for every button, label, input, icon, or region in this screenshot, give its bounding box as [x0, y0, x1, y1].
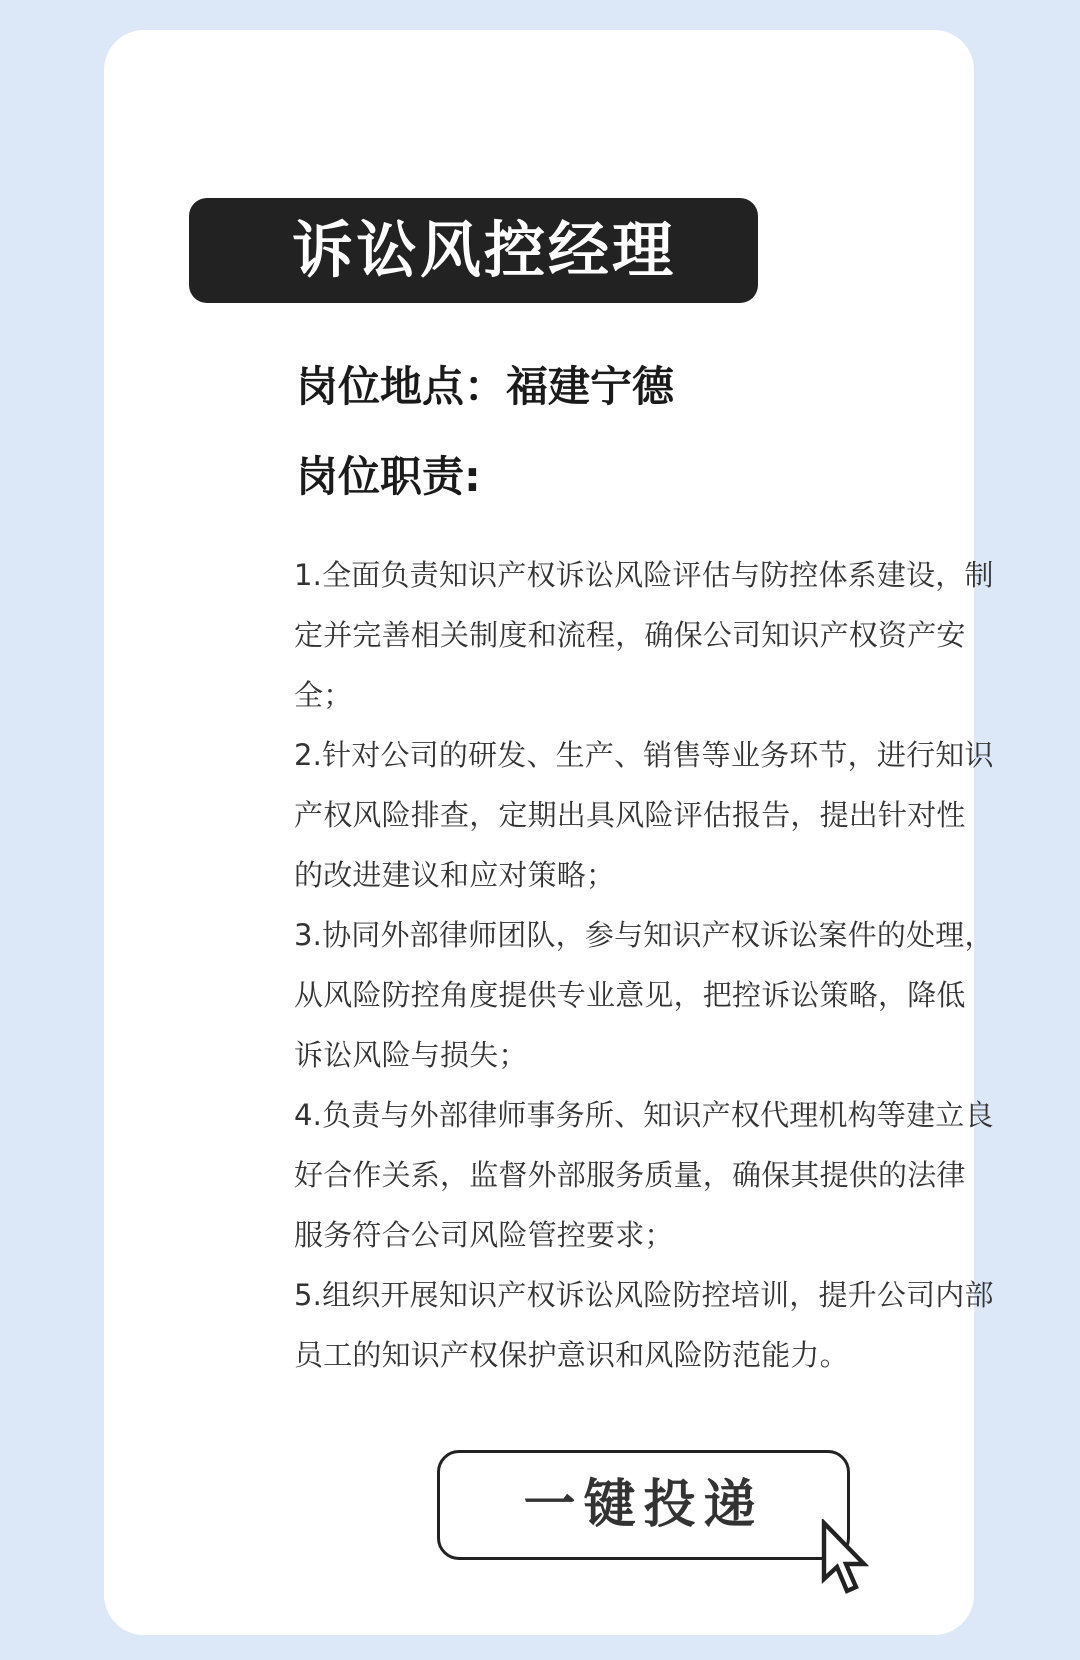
duty-item-1: 1.全面负责知识产权诉讼风险评估与防控体系建设，制定并完善相关制度和流程，确保公司知识产权资产安全；: [294, 558, 994, 712]
job-title-bar: [189, 198, 758, 303]
duty-item-2: 2.针对公司的研发、生产、销售等业务环节，进行知识产权风险排查，定期出具风险评估报告，提出针对性的改进建议和应对策略；: [294, 738, 994, 892]
job-title: 诉讼风控经理: [292, 215, 677, 286]
duties-list: [294, 545, 994, 1385]
duty-item-4: 4.负责与外部律师事务所、知识产权代理机构等建立良好合作关系，监督外部服务质量，确保其提供的法律服务符合公司风险管控要求；: [294, 1098, 994, 1252]
job-location: 岗位地点：福建宁德: [296, 362, 675, 411]
apply-button[interactable]: [437, 1450, 850, 1560]
duty-item-3: 3.协同外部律师团队，参与知识产权诉讼案件的处理，从风险防控角度提供专业意见，把控诉讼策略，降低诉讼风险与损失；: [294, 918, 994, 1072]
duty-item-5: 5.组织开展知识产权诉讼风险防控培训，提升公司内部员工的知识产权保护意识和风险防范能力。: [294, 1278, 994, 1372]
apply-button-label: 一键投递: [523, 1475, 764, 1535]
pointer-cursor-icon: [820, 1519, 872, 1599]
duties-heading: 岗位职责:: [296, 452, 481, 501]
job-card: [104, 30, 994, 1635]
